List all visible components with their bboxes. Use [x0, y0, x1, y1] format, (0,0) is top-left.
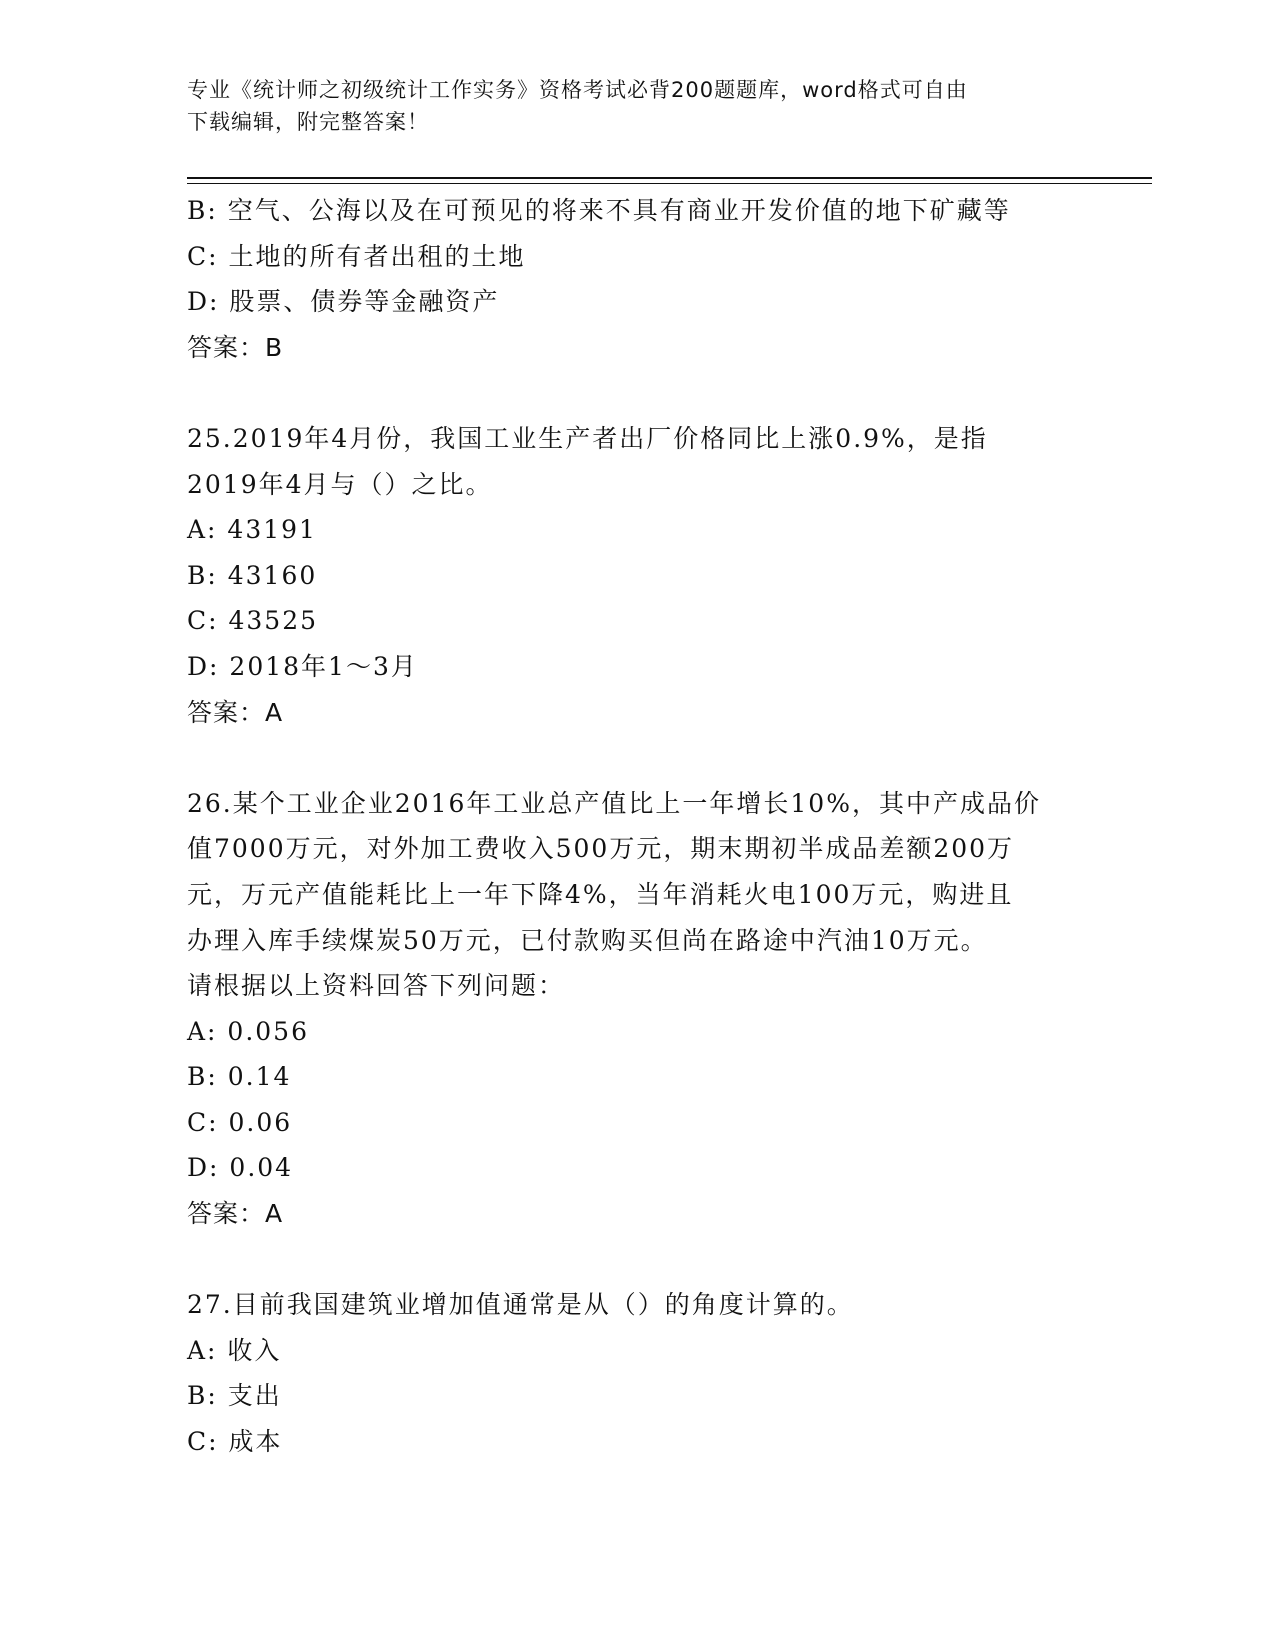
q26-option-d: D: 0.04 [187, 1153, 294, 1183]
q26-stem-line-4: 办理入库手续煤炭50万元，已付款购买但尚在路途中汽油10万元。 [187, 925, 988, 955]
q25-stem-line-2: 2019年4月与（）之比。 [187, 469, 493, 499]
q24-answer: 答案：B [187, 332, 284, 362]
q27-option-a: A: 收入 [187, 1335, 282, 1365]
q26-option-a: A: 0.056 [187, 1016, 309, 1046]
q26-option-b: B: 0.14 [187, 1062, 292, 1092]
spacer [187, 370, 1087, 416]
q25-stem-line-1: 25.2019年4月份，我国工业生产者出厂价格同比上涨0.9%，是指 [187, 423, 988, 453]
question-content [187, 188, 1087, 1465]
header-divider-thin [187, 183, 1152, 184]
header-line-1: 专业《统计师之初级统计工作实务》资格考试必背200题题库，word格式可自由 [187, 78, 968, 102]
q27-option-c: C: 成本 [187, 1427, 283, 1457]
q26-stem-line-3: 元，万元产值能耗比上一年下降4%，当年消耗火电100万元，购进且 [187, 879, 1014, 909]
spacer [187, 1237, 1087, 1283]
q25-option-a: A: 43191 [187, 515, 317, 545]
q26-stem-line-1: 26.某个工业企业2016年工业总产值比上一年增长10%，其中产成品价 [187, 788, 1041, 818]
q25-option-b: B: 43160 [187, 560, 318, 590]
document-header [187, 74, 1087, 138]
q24-option-d: D: 股票、债券等金融资产 [187, 287, 500, 317]
q26-option-c: C: 0.06 [187, 1107, 293, 1137]
spacer [187, 735, 1087, 781]
q27-stem-line-1: 27.目前我国建筑业增加值通常是从（）的角度计算的。 [187, 1290, 854, 1320]
q24-option-c: C: 土地的所有者出租的土地 [187, 241, 526, 271]
q25-option-c: C: 43525 [187, 606, 319, 636]
q25-option-d: D: 2018年1～3月 [187, 651, 418, 681]
q27-option-b: B: 支出 [187, 1381, 282, 1411]
q25-answer: 答案：A [187, 697, 284, 727]
q26-stem-line-2: 值7000万元，对外加工费收入500万元，期末期初半成品差额200万 [187, 834, 1015, 864]
q26-answer: 答案：A [187, 1199, 284, 1229]
q24-option-b: B: 空气、公海以及在可预见的将来不具有商业开发价值的地下矿藏等 [187, 196, 1011, 225]
header-line-2: 下载编辑，附完整答案！ [187, 110, 429, 134]
header-divider-thick [187, 177, 1152, 179]
q26-stem-line-5: 请根据以上资料回答下列问题： [187, 971, 566, 1001]
